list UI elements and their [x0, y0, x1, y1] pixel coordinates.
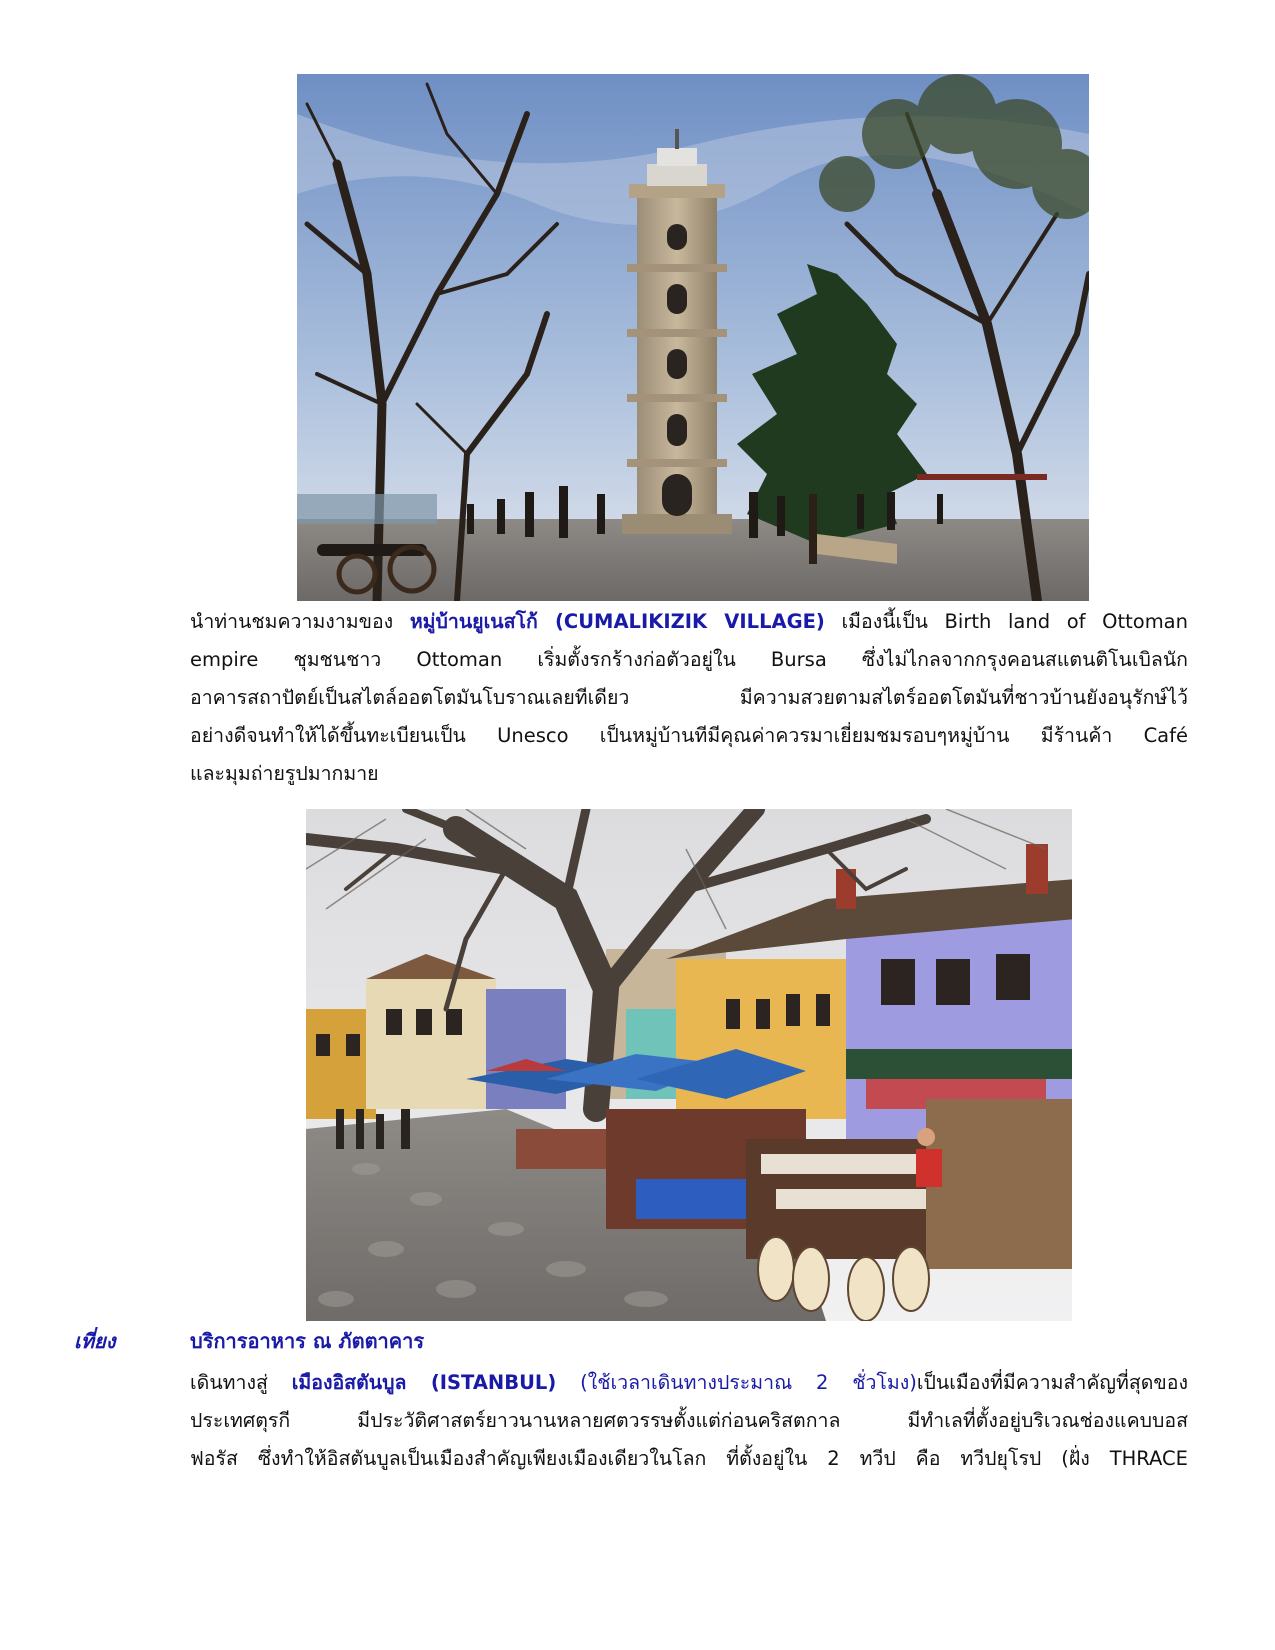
para1-line1: นำท่านชมความงามของ หมู่บ้านยูเนสโก้ (CUMALIKIZIK VILLAGE) เมืองนี้เป็น Birth land of Ottoman	[190, 610, 1188, 633]
para2-line2: ประเทศตุรกี มีประวัติศาสตร์ยาวนานหลายศตวรรษตั้งแต่ก่อนคริสตกาล มีทำเลที่ตั้งอยู่บริเวณช่องแคบบอส	[190, 1409, 1188, 1432]
istanbul-description	[190, 1364, 1188, 1478]
para1-line3: อาคารสถาปัตย์เป็นสไตล์ออตโตมันโบราณเลยทีเดียว มีความสวยตามสไตร์ออตโตมันที่ชาวบ้านยังอนุรักษ์ไว้	[190, 686, 1188, 709]
meal-service-text: บริการอาหาร ณ ภัตตาคาร	[190, 1329, 425, 1353]
meal-time-label: เที่ยง	[74, 1329, 116, 1353]
istanbul-highlight: เมืองอิสตันบูล (ISTANBUL)	[291, 1371, 557, 1394]
village-market-photo	[306, 809, 1072, 1321]
para1-line2: empire ชุมชนชาว Ottoman เริ่มตั้งรกร้างก่อตัวอยู่ใน Bursa ซึ่งไม่ไกลจากกรุงคอนสแตนติโนเบิลนัก	[190, 648, 1188, 671]
village-name-highlight: หมู่บ้านยูเนสโก้ (CUMALIKIZIK VILLAGE)	[409, 610, 825, 633]
village-description	[190, 603, 1188, 793]
travel-duration: (ใช้เวลาเดินทางประมาณ 2 ชั่วโมง)	[556, 1371, 917, 1394]
clock-tower-photo	[297, 74, 1089, 601]
para1-line4: อย่างดีจนทำให้ได้ขึ้นทะเบียนเป็น Unesco เป็นหมู่บ้านทีมีคุณค่าควรมาเยี่ยมชมรอบๆหมู่บ้าน มีร้านค้า Café	[190, 724, 1188, 747]
para2-line1: เดินทางสู่ เมืองอิสตันบูล (ISTANBUL) (ใช้เวลาเดินทางประมาณ 2 ชั่วโมง)เป็นเมืองที่มีความสำคัญที่สุดของ	[190, 1371, 1188, 1394]
para2-line3: ฟอรัส ซึ่งทำให้อิสตันบูลเป็นเมืองสำคัญเพียงเมืองเดียวในโลก ที่ตั้งอยู่ใน 2 ทวีป คือ ทวีปยุโรป (ฝั่ง THRACE	[190, 1447, 1188, 1470]
para1-line5: และมุมถ่ายรูปมากมาย	[190, 762, 379, 785]
